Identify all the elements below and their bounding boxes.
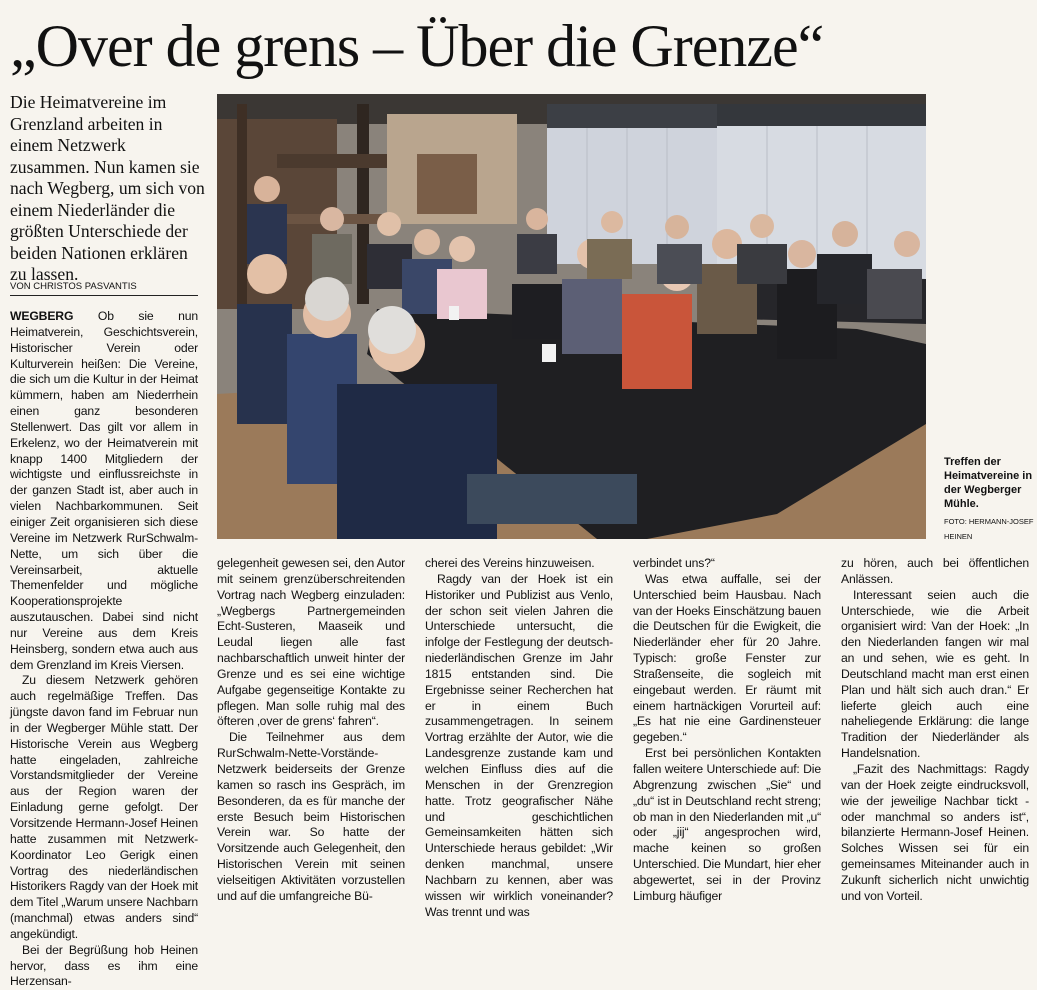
article-column-4 — [633, 556, 821, 903]
meeting-photo — [217, 94, 926, 539]
photo-caption — [944, 455, 1034, 544]
paragraph: Bei der Begrüßung hob Heinen hervor, dass es ihm eine Herzensan- — [10, 942, 198, 989]
article-column-2 — [217, 556, 406, 903]
byline: VON CHRISTOS PASVANTIS — [10, 281, 198, 296]
paragraph: Zu diesem Netzwerk gehören auch regelmäßige Treffen. Das jüngste davon fand im Februar nun in der Wegberger Mühle statt. Der Historische Verein aus Wegberg hatte eingeladen, zahlreiche Vorstandsmitglieder der Vereine aus der Region waren der Einladung gerne gefolgt. Der Vorsitzende Hermann-Josef Heinen hatte zusammen mit Netzwerk-Koordinator Leo Gerigk einen Vortrag des niederländischen Historikers Ragdy van der Hoek mit dem Titel „Warum unsere Nachbarn (manchmal) etwas anders sind“ angekündigt. — [10, 673, 198, 941]
article-column-5 — [841, 556, 1029, 903]
paragraph: „Fazit des Nachmittags: Ragdy van der Hoek zeigte eindrucksvoll, wie der jeweilige Nachbar tickt - oder manchmal so anders ist“, bilanzierte Hermann-Josef Heinen. Solches Wissen sei für ein gemeinsames Miteinander auch in Zukunft sicherlich nicht unwichtig und von Vorteil. — [841, 761, 1029, 903]
dateline: WEGBERG — [10, 309, 74, 323]
paragraph: gelegenheit gewesen sei, den Autor mit seinem grenzüberschreitenden Vortrag nach Wegberg einzuladen: „Wegbergs Partnergemeinden Echt-Susteren, Maaseik und Leudal liegen alle fast nachbarschaftlich unweit hinter der Grenze und es sei eine wichtige Aufgabe gegenseitige Kontakte zu pflegen. Man solle ruhig mal des öfteren ‚over de grens‘ fahren“. — [217, 556, 406, 729]
paragraph: Die Teilnehmer aus dem RurSchwalm-Nette-Vorstände-Netzwerk beiderseits der Grenze kamen so rasch ins Gespräch, im Besonderen, da es für manche der erste Besuch beim Historischen Verein war. So hatte der Vorsitzende auch Gelegenheit, den Historischen Verein mit seinen vielseitigen Aktivitäten vorzustellen und auf die umfangreiche Bü- — [217, 730, 405, 903]
paragraph: verbindet uns?“ — [633, 556, 715, 570]
paragraph: Was etwa auffalle, sei der Unterschied beim Hausbau. Nach van der Hoeks Einschätzung bauen die Deutschen für die Ewigkeit, die Niederländer eher für 20 Jahre. Typisch: große Fenster zur Straßenseite, die sogleich mit eingebaut werden. Er räumt mit einem hartnäckigen Vorurteil auf: „Es hat nie eine Gardinensteuer gegeben.“ — [633, 571, 821, 745]
caption-text: Treffen der Heimatvereine in der Wegberger Mühle. — [944, 456, 1033, 510]
meeting-photo-illustration — [217, 94, 926, 539]
paragraph: Ragdy van der Hoek ist ein Historiker und Publizist aus Venlo, der schon seit vielen Jahren die Unterschiede untersucht, die infolge der Festlegung der deutsch-niederländischen Grenze im Jahr 1815 entstanden sind. Die Ergebnisse seiner Recherchen hat er in einem Buch zusammengetragen. In seinem Vortrag erzählte der Autor, wie die Landesgrenze zustande kam und welchen Einfluss dies auf die Menschen in der Grenzregion hatte. Trotz geografischer Nähe und geschichtlichen Gemeinsamkeiten hätten sich Unterschiede heraus gebildet: „Wir denken manchmal, unsere Nachbarn zu kennen, aber was wissen wir wirklich voneinander? Was trennt und was — [425, 571, 613, 919]
article-column-1 — [10, 309, 198, 989]
paragraph — [10, 309, 198, 673]
intro-teaser: Die Heimatvereine im Grenzland arbeiten in einem Netzwerk zusammen. Nun kamen sie nach Wegberg, um sich von einem Niederländer die größten Unterschiede der beiden Nationen erklären zu lassen. — [10, 92, 205, 284]
paragraph: Erst bei persönlichen Kontakten fallen weitere Unterschiede auf: Die Abgrenzung zwischen „Sie“ und „du“ ist in Deutschland recht streng; ob man in den Niederlanden mit „u“ oder „jij“ angesprochen wird, mache keinen so großen Unterschied. Die Mundart, hier eher abgewertet, sei in der Provinz Limburg häufiger — [633, 746, 821, 903]
paragraph-text: Ob sie nun Heimatverein, Geschichtsverein, Historischer Verein oder Kulturverein heißen: Die Vereine, die sich um die Kultur in der Heimat kümmern, haben am Niederrhein einen ganz besonderen Stellenwert. Das gilt vor allem in Erkelenz, wo der Heimatverein mit knapp 1400 Mitgliedern der wichtigste und einflussreichste in der ganzen Stadt ist, aber auch in vielen Nachbarkommunen. Seit einiger Zeit organisieren sich diese Vereine im Netzwerk RurSchwalm-Nette, um sich über die Vereinsarbeit, aktuelle Themenfelder und mögliche Kooperationsprojekte auszutauschen. Dabei sind nicht nur Vereine aus dem Kreis Heinsberg, sondern etwa auch aus dem Grenzland im Kreis Viersen. — [10, 309, 198, 672]
photo-credit: FOTO: HERMANN-JOSEF HEINEN — [944, 517, 1034, 541]
headline: „Over de grens – Über die Grenze“ — [10, 13, 824, 79]
paragraph: zu hören, auch bei öffentlichen Anlässen. — [841, 556, 1029, 586]
article-column-3 — [425, 556, 613, 919]
paragraph: Interessant seien auch die Unterschiede, wie die Arbeit organisiert wird: Van der Hoek: „In den Niederlanden fangen wir mal an und sehen, wie es geht. In Deutschland macht man erst einen Plan und hält sich auch dran.“ Er lieferte gleich auch eine naheliegende Erklärung: die lange Tradition der Niederländer als Handelsnation. — [841, 587, 1029, 761]
paragraph: cherei des Vereins hinzuweisen. — [425, 556, 595, 570]
